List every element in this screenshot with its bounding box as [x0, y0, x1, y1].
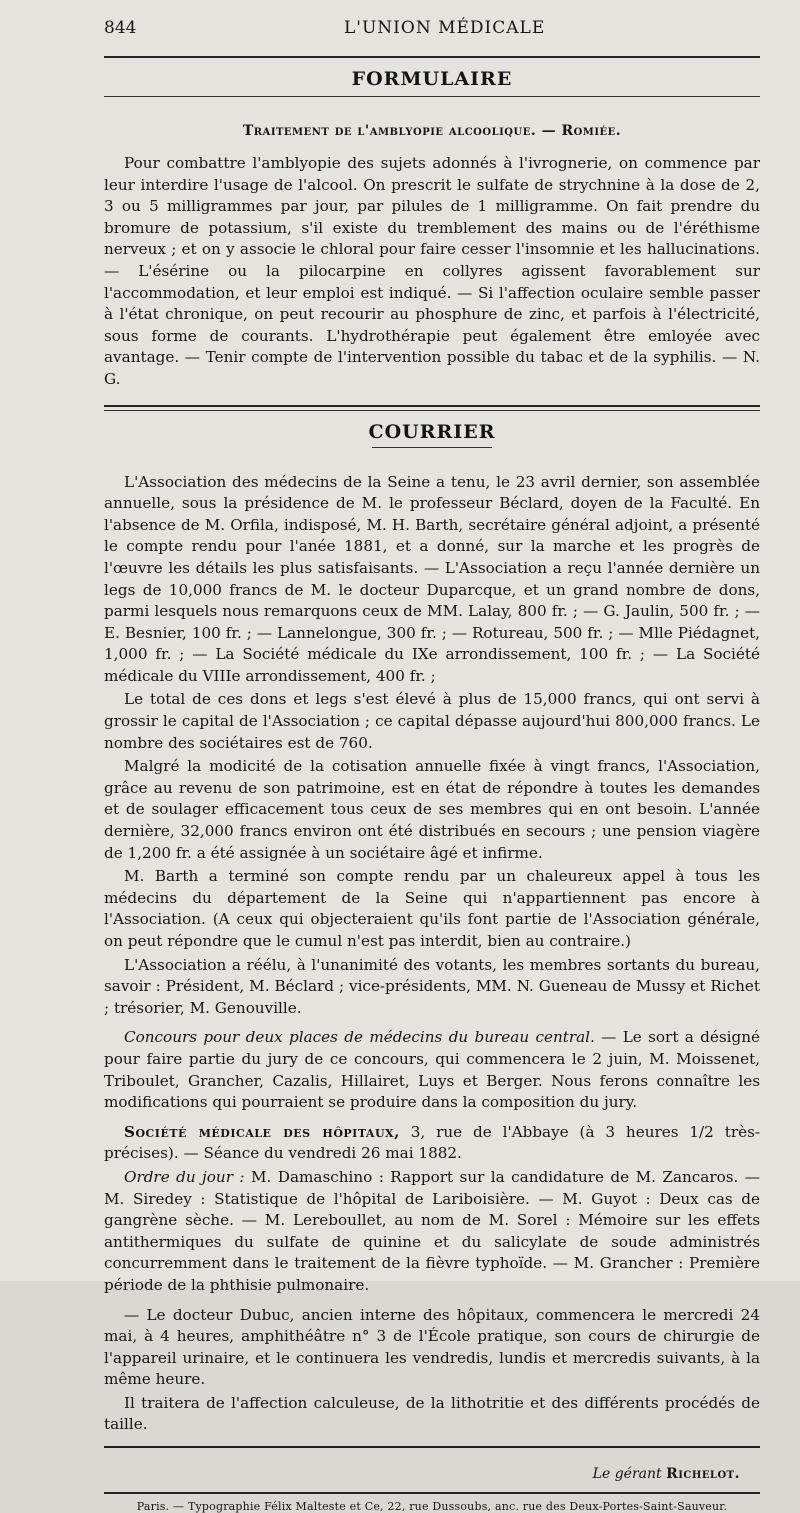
courrier-paragraph: M. Barth a terminé son compte rendu par un chaleureux appel à tous les médecins du département de la Seine qui n'appartiennent pas encore à l'Association. (A ceux qui objecteraient qu'ils font partie de l'Association générale, on peut répondre que le cumul n'est pas interdit, bien au contraire.)	[104, 867, 760, 950]
courrier-paragraph: Le total de ces dons et legs s'est élevé à plus de 15,000 francs, qui ont servi à grossir le capital de l'Association ; ce capital dépasse aujourd'hui 800,000 francs. Le nombre des sociétaires est de 760.	[104, 690, 760, 752]
section-rule	[104, 96, 760, 97]
running-head	[104, 18, 760, 52]
dubuc-paragraph: Il traitera de l'affection calculeuse, de la lithotritie et des différents procédés de taille.	[104, 1393, 760, 1434]
concours-body: — Le sort a désigné pour faire partie du jury de ce concours, qui commencera le 2 juin, M. Moissenet, Triboulet, Grancher, Cazalis, Hillairet, Luys et Berger. Nous ferons connaître les modifications qui pourraient se produire dans la composition du jury.	[104, 1028, 760, 1112]
societe-paragraph	[104, 1122, 760, 1165]
imprint-rule	[104, 1492, 760, 1494]
article-title: Traitement de l'amblyopie alcoolique. — Romiée.	[242, 123, 622, 139]
page-number: 844	[104, 18, 137, 38]
journal-title: L'UNION MÉDICALE	[344, 18, 546, 38]
concours-title: Concours pour deux places de médecins du bureau central.	[124, 1028, 595, 1047]
printer-imprint: Paris. — Typographie Félix Malteste et Ce, 22, rue Dussoubs, anc. rue des Deux-Portes-Saint-Sauveur.	[136, 1500, 728, 1513]
section-title-formulaire: FORMULAIRE	[351, 68, 513, 90]
ordre-title: Ordre du jour :	[124, 1167, 245, 1186]
header-rule	[104, 56, 760, 58]
courrier-paragraph: Malgré la modicité de la cotisation annuelle fixée à vingt francs, l'Association, grâce au revenu de son patrimoine, est en état de répondre à toutes les demandes et de soulager efficacement tous ceux de ses membres qui en ont besoin. L'année dernière, 32,000 francs environ ont été distribués en secours ; une pension viagère de 1,200 fr. a été assignée à un sociétaire âgé et infirme.	[104, 757, 760, 862]
footer-rule	[104, 1446, 760, 1448]
ordre-paragraph	[104, 1167, 760, 1297]
section-divider	[104, 405, 760, 407]
courrier-paragraph: L'Association des médecins de la Seine a tenu, le 23 avril dernier, son assemblée annuelle, sous la présidence de M. le professeur Béclard, doyen de la Faculté. En l'absence de M. Orfila, indisposé, M. H. Barth, secrétaire général adjoint, a présenté le compte rendu pour l'anée 1881, et a donné, sur la marche et les progrès de l'œuvre les détails les plus satisfaisants. — L'Association a reçu l'année dernière un legs de 10,000 francs de M. le docteur Duparcque, et un grand nombre de dons, parmi lesquels nous remarquons ceux de MM. Lalay, 800 fr. ; — G. Jaulin, 500 fr. ; — E. Besnier, 100 fr. ; — Lannelongue, 300 fr. ; — Rotureau, 500 fr. ; — Mlle Piédagnet, 1,000 fr. ; — La Société médicale du IXe arrondissement, 100 fr. ; — La Société médicale du VIIIe arrondissement, 400 fr. ;	[104, 472, 760, 685]
gerant-name: Richelot.	[666, 1466, 740, 1483]
concours-paragraph	[104, 1027, 760, 1113]
section-title-courrier: COURRIER	[368, 420, 496, 443]
section-divider-thin	[104, 410, 760, 411]
ordre-body: M. Damaschino : Rapport sur la candidature de M. Zancaros. — M. Siredey : Statistique de l'hôpital de Lariboisière. — M. Guyot : Deux cas de gangrène sèche. — M. Lereboullet, au nom de M. Sorel : Mémoire sur les effets antithermiques du sulfate de quinine et du salicylate de soude administrés concurremment dans le traitement de la fièvre typhoïde. — M. Grancher : Première période de la phthisie pulmonaire.	[104, 1167, 760, 1294]
dubuc-paragraph: — Le docteur Dubuc, ancien interne des hôpitaux, commencera le mercredi 24 mai, à 4 heures, amphithéâtre n° 3 de l'École pratique, son cours de chirurgie de l'appareil urinaire, et le continuera les vendredis, lundis et mercredis suivants, à la même heure.	[104, 1305, 760, 1389]
courrier-paragraph: L'Association a réélu, à l'unanimité des votants, les membres sortants du bureau, savoir : Président, M. Béclard ; vice-présidents, MM. N. Gueneau de Mussy et Richet ; trésorier, M. Genouville.	[104, 955, 760, 1017]
title-underline	[372, 447, 492, 448]
societe-name: Société médicale des hôpitaux,	[124, 1122, 400, 1141]
societe-body: 3, rue de l'Abbaye (à 3 heures 1/2 très-précises). — Séance du vendredi 26 mai 1882.	[104, 1122, 760, 1163]
gerant-label: Le gérant	[592, 1466, 662, 1483]
gerant-signature	[104, 1466, 740, 1482]
formulaire-body: Pour combattre l'amblyopie des sujets adonnés à l'ivrognerie, on commence par leur interdire l'usage de l'alcool. On prescrit le sulfate de strychnine à la dose de 2, 3 ou 5 milligrammes par jour, par pilules de 1 milligramme. On fait prendre du bromure de potassium, s'il existe du tremblement des mains ou de l'éréthisme nerveux ; et on y associe le chloral pour faire cesser l'insomnie et les hallucinations. — L'ésérine ou la pilocarpine en collyres agissent favorablement sur l'accommodation, et leur emploi est indiqué. — Si l'affection oculaire semble passer à l'état chronique, on peut recourir au phosphure de zinc, et parfois à l'électricité, sous forme de courants. L'hydrothérapie peut également être emloyée avec avantage. — Tenir compte de l'intervention possible du tabac et de la syphilis. — N. G.	[104, 154, 760, 388]
